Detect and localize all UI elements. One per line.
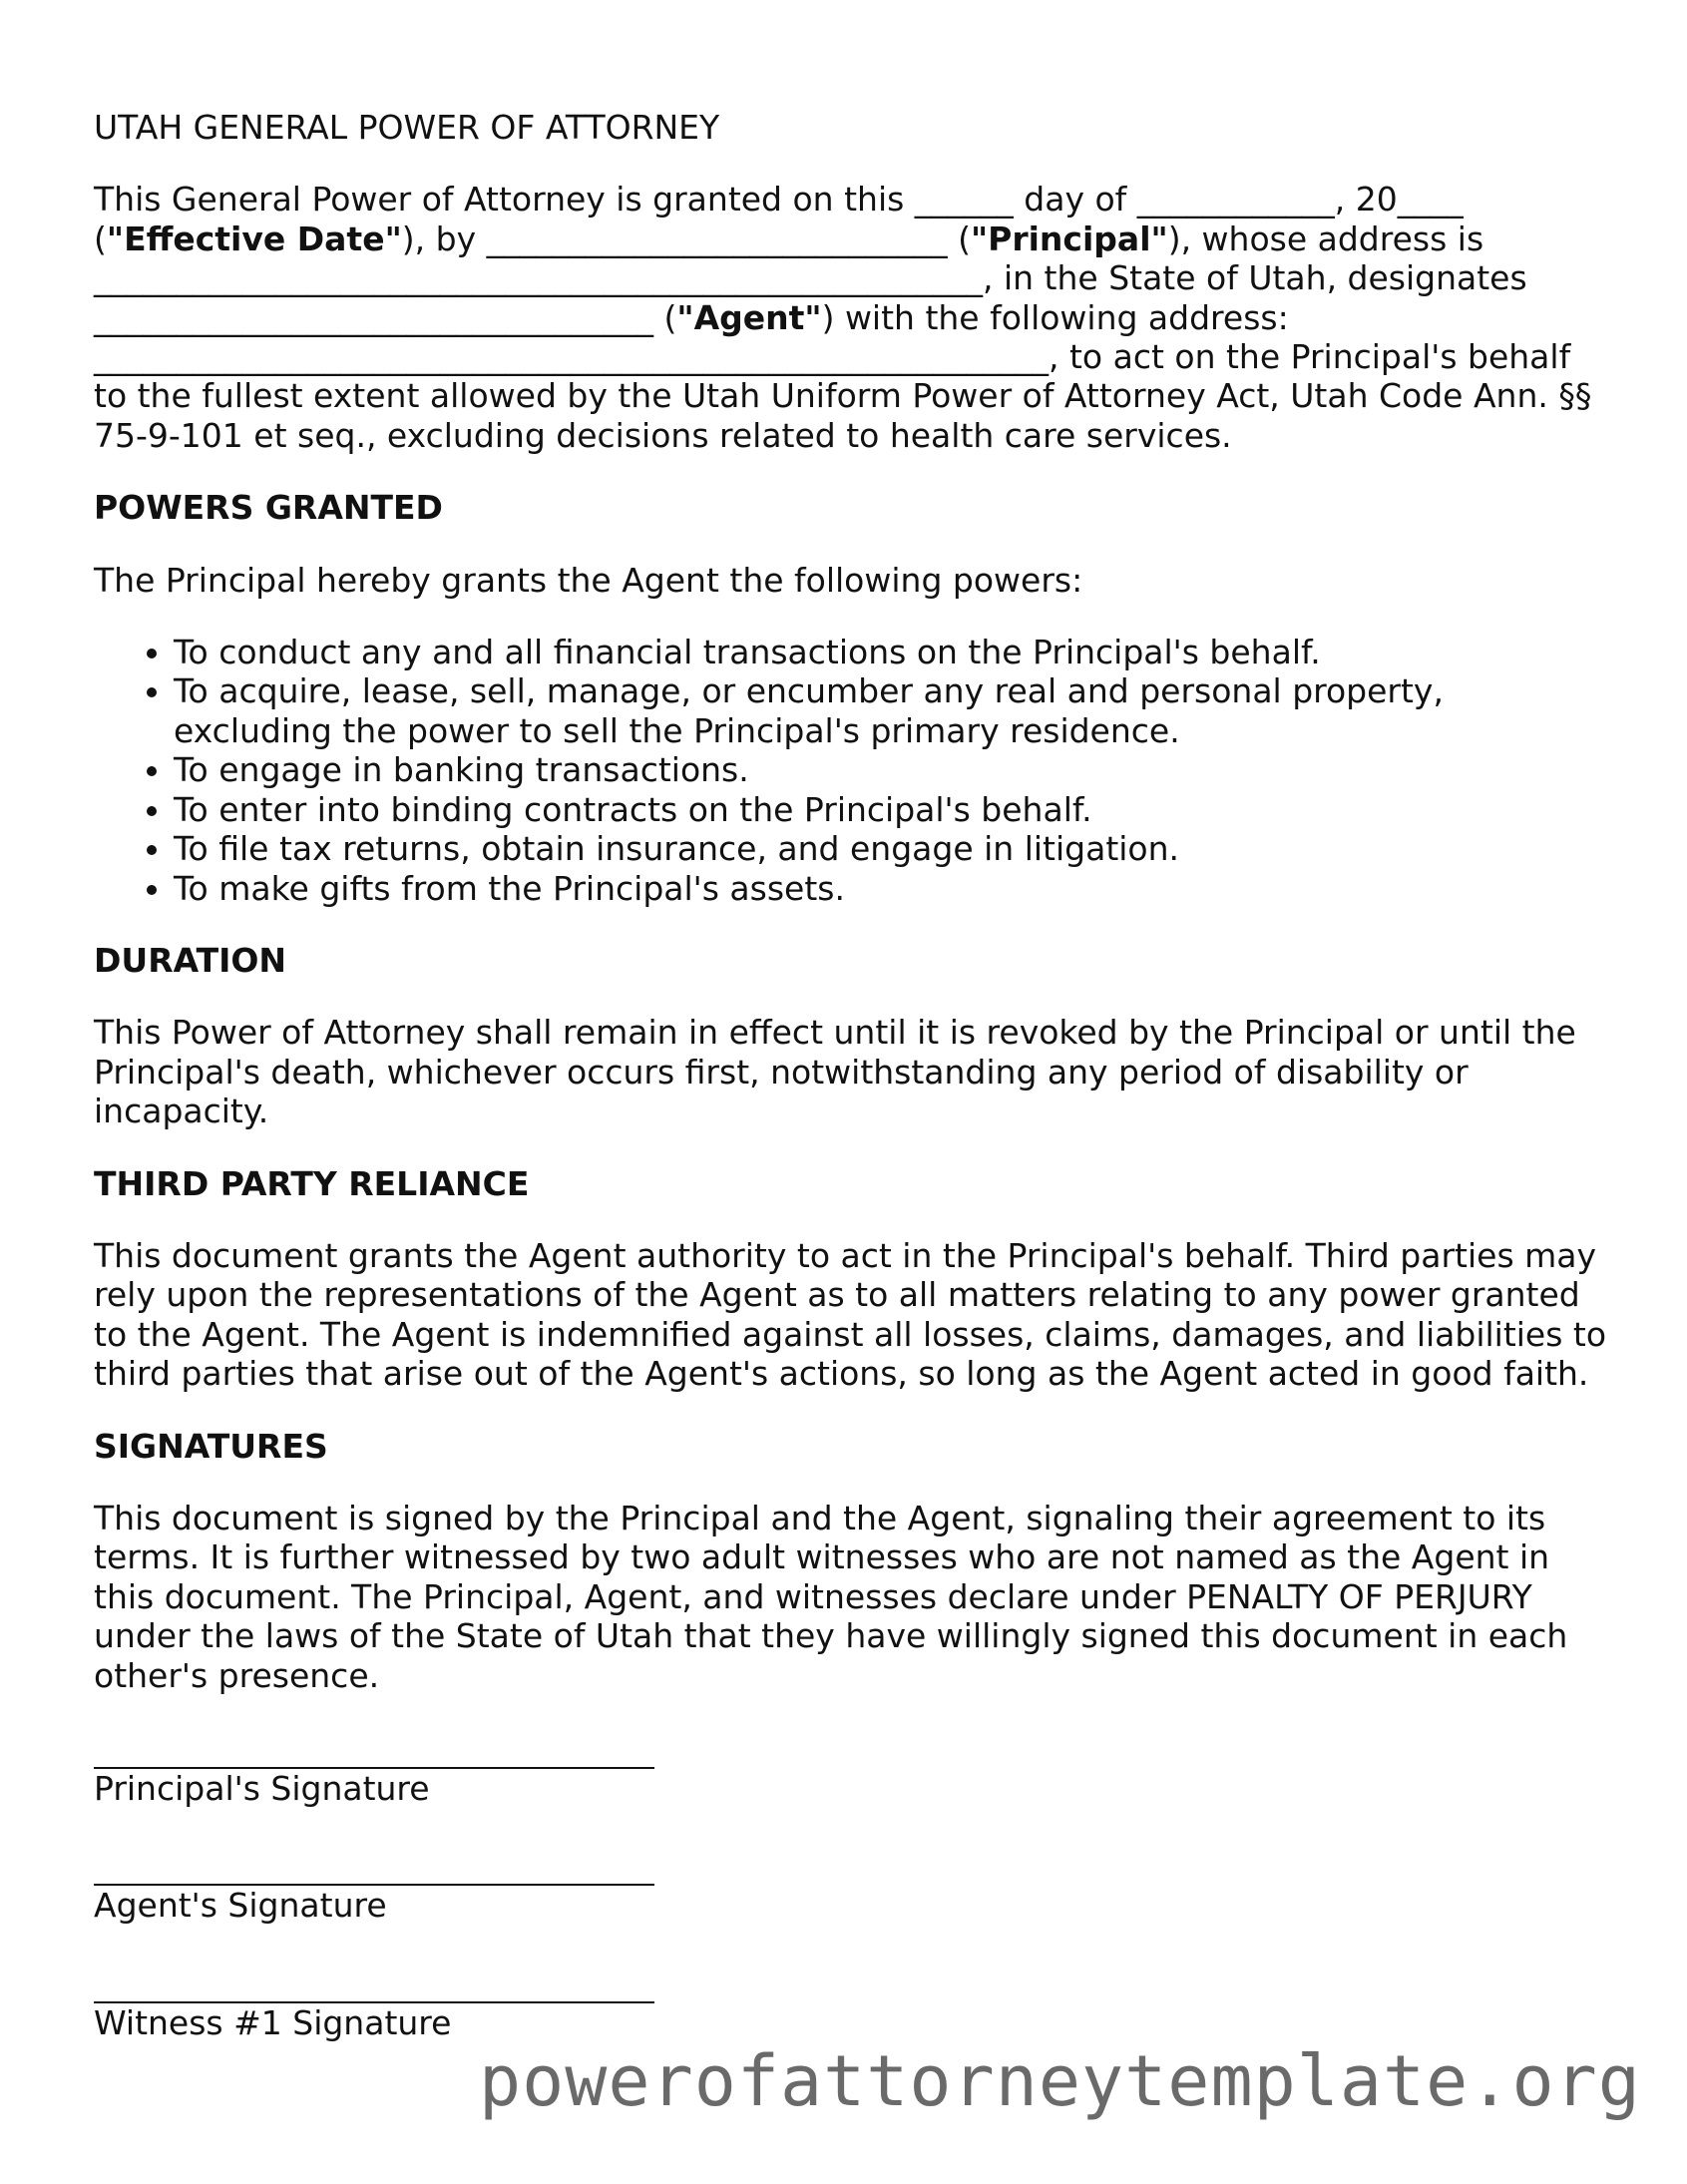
principal-address-text: ), whose address is [1167, 218, 1484, 258]
list-item: • To engage in banking transactions. [174, 750, 1610, 789]
list-item: • To acquire, lease, sell, manage, or encumber any real and personal property, excluding the power to sell the Principal's primary residence. [174, 671, 1610, 750]
powers-lead: The Principal hereby grants the Agent the following powers: [94, 560, 1083, 600]
principal-term: "Principal" [970, 218, 1168, 258]
state-text: , in the State of Utah, designates [983, 258, 1527, 298]
paren-open: ( [94, 218, 107, 258]
year-blank: ____ [1397, 180, 1464, 219]
agent-signature-label: Agent's Signature [94, 1886, 387, 1926]
principal-paren-open: ( [947, 218, 971, 258]
principal-signature-line[interactable] [94, 1729, 654, 1769]
document-page [94, 108, 1610, 2076]
principal-signature-label: Principal's Signature [94, 1769, 430, 1808]
witness1-signature-line[interactable] [94, 1964, 654, 2003]
powers-list [94, 633, 1610, 908]
agent-address-text: ) with the following address: [821, 297, 1289, 337]
list-item: • To file tax returns, obtain insurance, and engage in litigation. [174, 829, 1610, 868]
agent-signature-line[interactable] [94, 1846, 654, 1886]
agent-name-blank: __________________________________ [94, 297, 653, 337]
day-blank: ______ [914, 180, 1014, 219]
principal-address-blank: ______________________________________________________ [94, 258, 983, 298]
list-item: • To enter into binding contracts on the Principal's behalf. [174, 790, 1610, 829]
list-item: • To make gifts from the Principal's assets. [174, 869, 1610, 908]
document-title: UTAH GENERAL POWER OF ATTORNEY [94, 108, 720, 147]
principal-name-blank: ____________________________ [486, 218, 948, 258]
month-blank: ____________ [1136, 180, 1335, 219]
effective-date-term: "Effective Date" [106, 218, 402, 258]
intro-by-text: ), by [401, 218, 487, 258]
intro-text-1: This General Power of Attorney is granted on this [94, 180, 915, 219]
signatures-text: This document is signed by the Principal and the Agent, signaling their agreement to its terms. It is further witnessed by two adult witnesses who are not named as the Agent in this document. The Principal, Agent, and witnesses declare under PENALTY OF PERJURY under the laws of the State of Utah that they have willingly signed this document in each other's presence. [94, 1498, 1568, 1695]
intro-rest: , to act on the Principal's behalf to the fullest extent allowed by the Utah Uniform Power of Attorney Act, Utah Code Ann. §§ 75-9-101 et seq., excluding decisions related to health care services. [94, 337, 1592, 455]
agent-term: "Agent" [676, 297, 822, 337]
signatures-heading: SIGNATURES [94, 1426, 328, 1466]
duration-text: This Power of Attorney shall remain in effect until it is revoked by the Principal or until the Principal's death, whichever occurs first, notwithstanding any period of disability or incapacity. [94, 1013, 1576, 1131]
signature-block [94, 1729, 1610, 2042]
agent-paren-open: ( [653, 297, 677, 337]
list-item: • To conduct any and all financial transactions on the Principal's behalf. [174, 633, 1610, 671]
site-watermark: powerofattorneytemplate.org [479, 2040, 1641, 2122]
intro-text-3: , 20 [1334, 180, 1398, 219]
intro-text-2: day of [1013, 180, 1137, 219]
reliance-heading: THIRD PARTY RELIANCE [94, 1163, 530, 1203]
intro-paragraph [94, 180, 1610, 455]
agent-address-blank: __________________________________________________________ [94, 337, 1049, 377]
powers-heading: POWERS GRANTED [94, 488, 443, 528]
reliance-text: This document grants the Agent authority to act in the Principal's behalf. Third parties may rely upon the representations of the Agent as to all matters relating to any power granted to the Agent. The Agent is indemnified against all losses, claims, damages, and liabilities to third parties that arise out of the Agent's actions, so long as the Agent acted in good faith. [94, 1235, 1607, 1394]
witness1-signature-label: Witness #1 Signature [94, 2002, 452, 2042]
duration-heading: DURATION [94, 940, 287, 980]
